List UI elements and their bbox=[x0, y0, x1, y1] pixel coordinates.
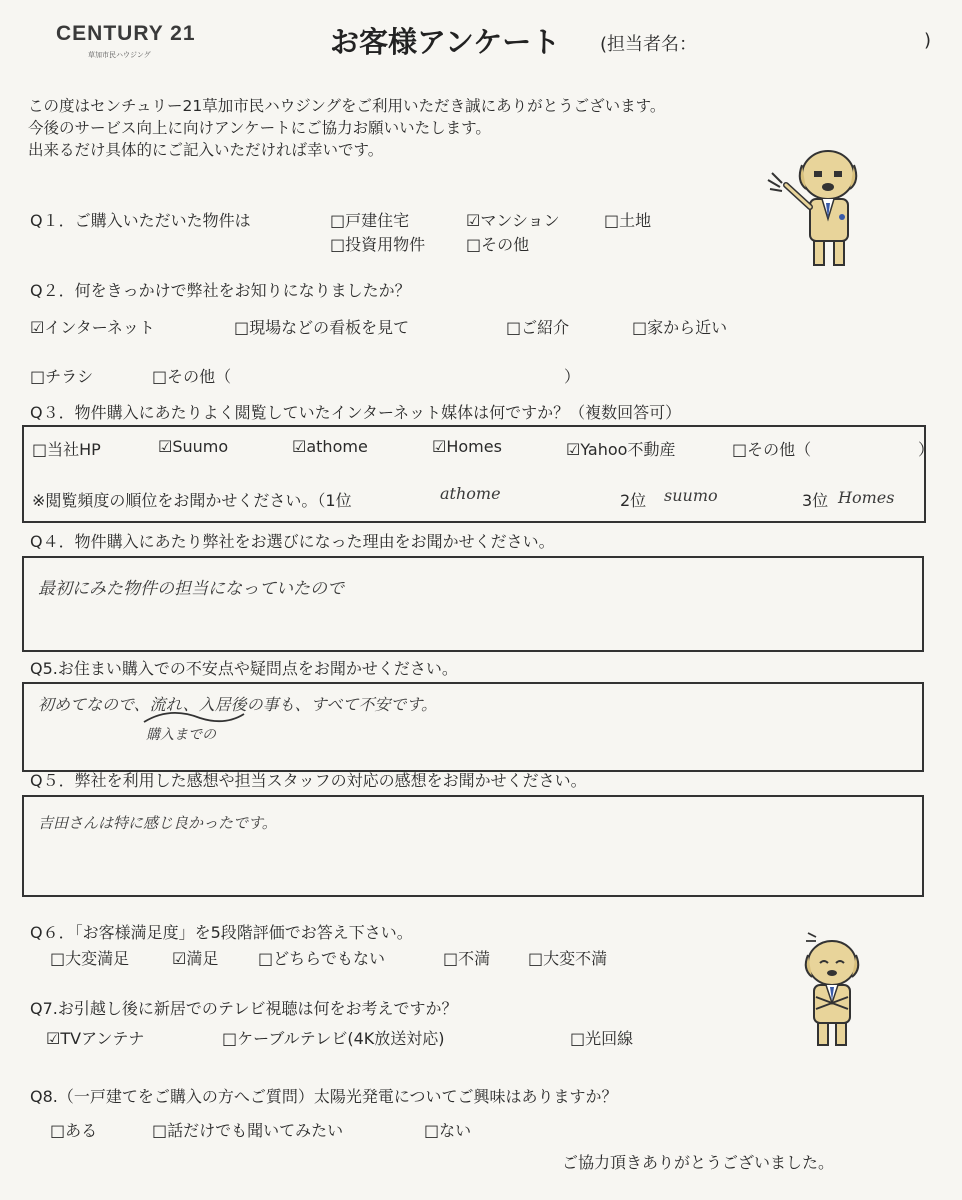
q3-other-close: ） bbox=[918, 440, 935, 459]
q4-answer-handwritten: 最初にみた物件の担当になっていたので bbox=[38, 579, 344, 599]
q2-option-near-home[interactable]: □家から近い bbox=[632, 318, 728, 337]
q2-option-internet[interactable]: ☑インターネット bbox=[30, 318, 155, 337]
q3-rank2-label: 2位 bbox=[620, 491, 647, 510]
q5b-answer-handwritten: 吉田さんは特に感じ良かったです。 bbox=[38, 814, 277, 832]
q3-option-suumo[interactable]: ☑Suumo bbox=[158, 437, 229, 456]
q8-option-just-listen[interactable]: □話だけでも聞いてみたい bbox=[152, 1121, 344, 1140]
q3-rank3-handwritten: Homes bbox=[838, 488, 895, 507]
intro-line: 今後のサービス向上に向けアンケートにご協力お願いいたします。 bbox=[28, 119, 491, 137]
q6-option-neutral[interactable]: □どちらでもない bbox=[258, 949, 385, 968]
q5a-answer-handwritten: 初めてなので、流れ、入居後の事も、すべて不安です。 bbox=[38, 695, 438, 714]
q4-answer-box bbox=[22, 556, 924, 652]
q8-option-yes[interactable]: □ある bbox=[50, 1121, 98, 1140]
q7-option-cable-tv[interactable]: □ケーブルテレビ(4K放送対応) bbox=[222, 1029, 445, 1048]
intro-line: この度はセンチュリー21草加市民ハウジングをご利用いただき誠にありがとうございます。 bbox=[28, 97, 666, 115]
q5b-label: Q５．弊社を利用した感想や担当スタッフの対応の感想をお聞かせください。 bbox=[30, 771, 587, 790]
intro-text bbox=[28, 95, 665, 161]
q3-rank2-handwritten: suumo bbox=[664, 486, 718, 505]
q3-option-company-hp[interactable]: □当社HP bbox=[32, 440, 101, 459]
intro-line: 出来るだけ具体的にご記入いただければ幸いです。 bbox=[28, 141, 384, 159]
q2-option-signboard[interactable]: □現場などの看板を見て bbox=[234, 318, 410, 337]
q1-option-land[interactable]: □土地 bbox=[604, 211, 652, 230]
q8-option-no[interactable]: □ない bbox=[424, 1121, 472, 1140]
staff-name-close: ) bbox=[924, 30, 932, 51]
q6-option-satisfied[interactable]: ☑満足 bbox=[172, 949, 219, 968]
q5b-answer-box bbox=[22, 795, 924, 897]
logo-name: CENTURY 21 bbox=[56, 22, 196, 45]
staff-name-label: (担当者名： bbox=[600, 34, 698, 55]
q7-option-tv-antenna[interactable]: ☑TVアンテナ bbox=[46, 1029, 145, 1048]
q8-label: Q8.（一戸建てをご購入の方へご質問）太陽光発電についてご興味はありますか？ bbox=[30, 1087, 618, 1106]
q3-option-athome[interactable]: ☑athome bbox=[292, 437, 368, 456]
q1-option-other[interactable]: □その他 bbox=[466, 235, 530, 254]
q2-option-flyer[interactable]: □チラシ bbox=[30, 367, 94, 386]
q7-label: Q7.お引越し後に新居でのテレビ視聴は何をお考えですか？ bbox=[30, 999, 458, 1018]
q1-label: Q１．ご購入いただいた物件は bbox=[30, 211, 251, 230]
q6-option-dissatisfied[interactable]: □不満 bbox=[443, 949, 491, 968]
q2-option-other[interactable]: □その他（ bbox=[152, 367, 232, 386]
mascot-dog-pointing-illustration bbox=[760, 145, 870, 270]
q3-rank-prompt: ※閲覧頻度の順位をお聞かせください。（1位 bbox=[32, 491, 352, 510]
q5a-label: Q5.お住まい購入での不安点や疑問点をお聞かせください。 bbox=[30, 659, 458, 678]
mascot-dog-bowing-illustration bbox=[790, 925, 870, 1050]
q3-option-homes[interactable]: ☑Homes bbox=[432, 437, 502, 456]
q1-option-investment[interactable]: □投資用物件 bbox=[330, 235, 426, 254]
q4-label: Q４．物件購入にあたり弊社をお選びになった理由をお聞かせください。 bbox=[30, 532, 555, 551]
q6-label: Q６．「お客様満足度」を5段階評価でお答え下さい。 bbox=[30, 923, 413, 942]
q3-label: Q３．物件購入にあたりよく閲覧していたインターネット媒体は何ですか？（複数回答可） bbox=[30, 403, 682, 422]
q3-option-yahoo[interactable]: ☑Yahoo不動産 bbox=[566, 440, 676, 459]
q7-option-fiber[interactable]: □光回線 bbox=[570, 1029, 634, 1048]
q3-rank3-label: 3位 bbox=[802, 491, 829, 510]
q6-option-very-dissatisfied[interactable]: □大変不満 bbox=[528, 949, 608, 968]
q6-option-very-satisfied[interactable]: □大変満足 bbox=[50, 949, 130, 968]
q3-rank1-handwritten: athome bbox=[440, 484, 501, 503]
q2-option-referral[interactable]: □ご紹介 bbox=[506, 318, 570, 337]
q2-other-close: ） bbox=[564, 367, 581, 386]
closing-message: ご協力頂きありがとうございました。 bbox=[562, 1153, 835, 1172]
q1-option-condominium[interactable]: ☑マンション bbox=[466, 211, 560, 230]
logo-subtitle: 草加市民ハウジング bbox=[88, 51, 151, 59]
q3-option-other[interactable]: □その他（ bbox=[732, 440, 812, 459]
q2-label: Q２．何をきっかけで弊社をお知りになりましたか？ bbox=[30, 281, 411, 300]
page-title: お客様アンケート bbox=[330, 25, 561, 59]
q1-option-detached-house[interactable]: □戸建住宅 bbox=[330, 211, 410, 230]
q5a-insert-handwritten: 購入までの bbox=[146, 727, 216, 743]
